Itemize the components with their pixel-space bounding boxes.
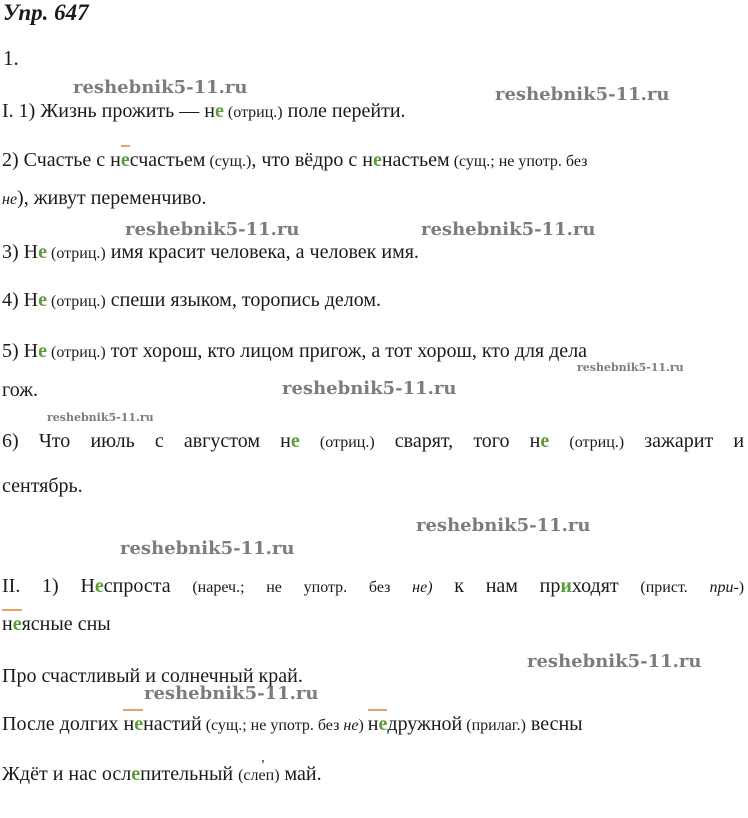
watermark: reshebnik5-11.ru (73, 77, 248, 98)
text: Что (38, 430, 71, 452)
text: настьем (381, 149, 450, 171)
text: 3) Н (2, 241, 39, 263)
text: настий (143, 713, 202, 735)
highlight-letter: е (214, 100, 224, 122)
section-number: 1. (3, 46, 19, 70)
grammar-note: (сл (238, 767, 259, 784)
grammar-note: (нареч.; (192, 579, 245, 596)
text: пительный (140, 763, 239, 785)
text: I. 1) Жизнь прожить — н (2, 100, 215, 122)
text: ясные сны (21, 613, 111, 635)
text: , что вёдро с н (251, 149, 373, 171)
watermark: reshebnik5-11.ru (144, 683, 319, 704)
grammar-note: (сущ.) (205, 153, 252, 170)
watermark: reshebnik5-11.ru (577, 361, 684, 374)
sentence-6-cont (2, 474, 744, 498)
grammar-note: (прилаг.) (462, 717, 526, 734)
highlight-letter: е (540, 430, 550, 452)
watermark: reshebnik5-11.ru (47, 411, 154, 424)
grammar-note: употр. (303, 579, 348, 596)
highlight-letter: е (131, 763, 141, 785)
text: к (454, 575, 464, 597)
grammar-note: (сущ.; не употр. без (449, 153, 588, 170)
text: 6) (2, 430, 19, 452)
text: спроста (103, 575, 171, 597)
text: августом (183, 430, 261, 452)
text: сентябрь. (2, 475, 83, 497)
text: гож. (2, 379, 39, 401)
text: пр (539, 575, 561, 597)
highlight-letter: и (560, 575, 572, 597)
text: сварят, (394, 430, 454, 452)
grammar-note: не (266, 579, 282, 596)
text: и (733, 430, 745, 452)
text: Про счастливый и солнечный край. (2, 665, 303, 687)
highlight-letter: е (38, 340, 47, 362)
text: того (473, 430, 510, 452)
text: 4) Н (2, 289, 39, 311)
text: зажарит (644, 430, 714, 452)
text: н (529, 430, 541, 452)
text: н (367, 713, 379, 735)
text: II. (2, 575, 21, 597)
text: н (123, 713, 135, 735)
text: ), живут переменчиво. (17, 187, 207, 209)
text: спеши языком, торопись делом. (105, 289, 382, 311)
grammar-note: не) (412, 579, 433, 596)
watermark: reshebnik5-11.ru (282, 378, 457, 399)
section-2-line-4 (2, 712, 744, 738)
highlight-letter: е (94, 575, 104, 597)
grammar-note: ) (358, 717, 368, 734)
text: имя красит человека, а человек имя. (105, 241, 419, 263)
sentence-4 (2, 288, 744, 314)
text: н (2, 613, 13, 635)
watermark: reshebnik5-11.ru (125, 219, 300, 240)
sentence-6 (2, 429, 744, 455)
text: счастьем (129, 149, 206, 171)
text: поле перейти. (282, 100, 406, 122)
highlight-letter: е (378, 713, 388, 735)
sentence-2 (2, 148, 744, 174)
text: дружной (387, 713, 463, 735)
grammar-note: -) (733, 579, 745, 596)
grammar-note: (отриц.) (47, 245, 106, 262)
text: июль (90, 430, 135, 452)
highlight-letter: е (38, 241, 47, 263)
text: Ждёт и нас осл (2, 763, 132, 785)
text: тот хорош, кто лицом пригож, а тот хорош, кто для дела (105, 340, 588, 362)
text: май. (279, 763, 322, 785)
grammar-note: не (343, 717, 359, 734)
grammar-note: без (368, 579, 391, 596)
highlight-letter: е (134, 713, 144, 735)
section-2-line-5 (2, 762, 744, 788)
grammar-note: при (709, 579, 734, 596)
exercise-title: Упр. 647 (3, 0, 89, 25)
text: нам (485, 575, 518, 597)
grammar-note: (отриц.) (319, 434, 375, 451)
highlight-letter: е (372, 149, 382, 171)
text: 5) Н (2, 340, 39, 362)
watermark: reshebnik5-11.ru (527, 651, 702, 672)
text: с (154, 430, 164, 452)
grammar-note: (отриц.) (569, 434, 625, 451)
sentence-2-cont (2, 186, 744, 212)
text: После долгих (2, 713, 124, 735)
highlight-letter: е (290, 430, 300, 452)
text: весны (525, 713, 583, 735)
grammar-note: (отриц.) (223, 104, 283, 121)
section-2-line-2 (2, 612, 744, 636)
grammar-note: (сущ.; не употр. без (201, 717, 344, 734)
highlight-letter: е (12, 613, 22, 635)
watermark: reshebnik5-11.ru (495, 84, 670, 105)
text: Н (80, 575, 95, 597)
grammar-note: п) (265, 767, 280, 784)
watermark: reshebnik5-11.ru (416, 515, 591, 536)
grammar-note: (прист. (640, 579, 688, 596)
section-2-line-1 (2, 574, 744, 600)
text: ходят (571, 575, 619, 597)
watermark: reshebnik5-11.ru (120, 538, 295, 559)
text: 1) (42, 575, 59, 597)
text: н (280, 430, 291, 452)
highlight-letter: е (38, 289, 47, 311)
highlight-letter: е (120, 149, 130, 171)
stress-mark-letter: ’ е (259, 764, 266, 788)
text: 2) Счастье с н (2, 149, 121, 171)
sentence-3 (2, 240, 744, 266)
grammar-note: не (2, 191, 18, 208)
grammar-note: (отриц.) (47, 293, 106, 310)
grammar-note: (отриц.) (47, 344, 106, 361)
watermark: reshebnik5-11.ru (421, 219, 596, 240)
